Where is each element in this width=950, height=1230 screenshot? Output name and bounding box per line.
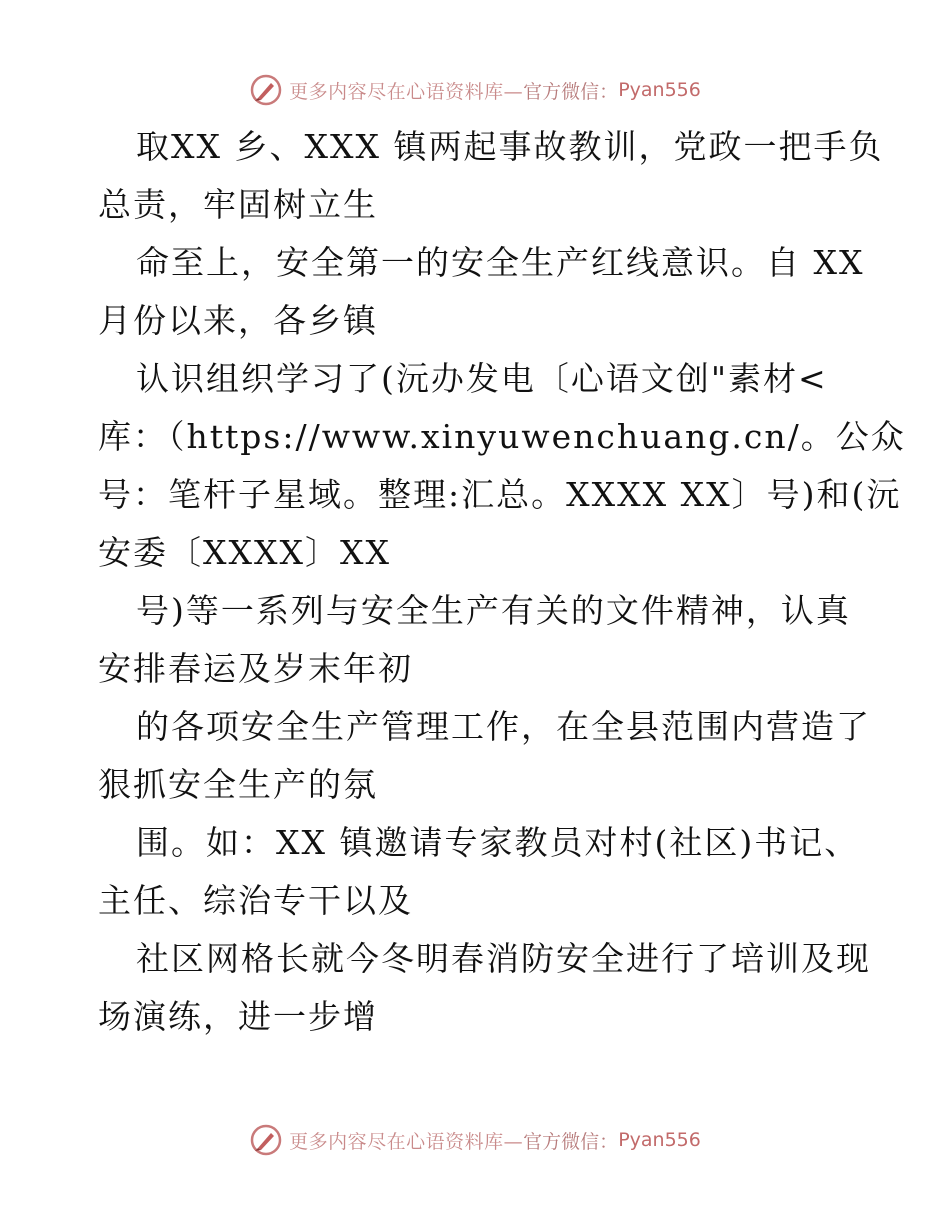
text-line: 号)等一系列与安全生产有关的文件精神，认真 xyxy=(136,591,851,630)
text-line: 主任、综治专干以及 xyxy=(98,881,413,920)
text-line: 认识组织学习了(沅办发电〔心语文创"素材< xyxy=(136,359,828,398)
text-line: 总责，牢固树立生 xyxy=(98,185,378,224)
text-line: 取XX 乡、XXX 镇两起事故教训，党政一把手负 xyxy=(136,127,884,166)
watermark-wechat-id: Pyan556 xyxy=(618,79,701,101)
text-line: 月份以来，各乡镇 xyxy=(98,301,378,340)
text-line: 命至上，安全第一的安全生产红线意识。自 XX xyxy=(136,243,865,282)
pen-logo-icon xyxy=(249,73,283,107)
pen-logo-icon xyxy=(249,1123,283,1157)
header-watermark xyxy=(0,70,950,110)
text-line: 号：笔杆子星域。整理:汇总。XXXX XX〕号)和(沅 xyxy=(98,475,902,514)
text-line: 场演练，进一步增 xyxy=(98,997,378,1036)
text-line: 的各项安全生产管理工作，在全县范围内营造了 xyxy=(136,707,871,746)
watermark-text: 更多内容尽在心语资料库— xyxy=(289,80,524,103)
footer-watermark xyxy=(0,1120,950,1160)
text-line: 围。如：XX 镇邀请专家教员对村(社区)书记、 xyxy=(136,823,860,862)
text-line: 安委〔XXXX〕XX xyxy=(98,533,391,572)
watermark-wechat-id: Pyan556 xyxy=(618,1129,701,1151)
text-line: 库：（https://www.xinyuwenchuang.cn/。公众 xyxy=(98,417,906,456)
text-line: 狠抓安全生产的氛 xyxy=(98,765,378,804)
text-line: 安排春运及岁末年初 xyxy=(98,649,413,688)
watermark-wechat-label: 官方微信： xyxy=(523,80,619,103)
text-line: 社区网格长就今冬明春消防安全进行了培训及现 xyxy=(136,939,871,978)
watermark-text: 更多内容尽在心语资料库— xyxy=(289,1130,524,1153)
document-body xyxy=(98,118,906,1046)
watermark-wechat-label: 官方微信： xyxy=(523,1130,619,1153)
